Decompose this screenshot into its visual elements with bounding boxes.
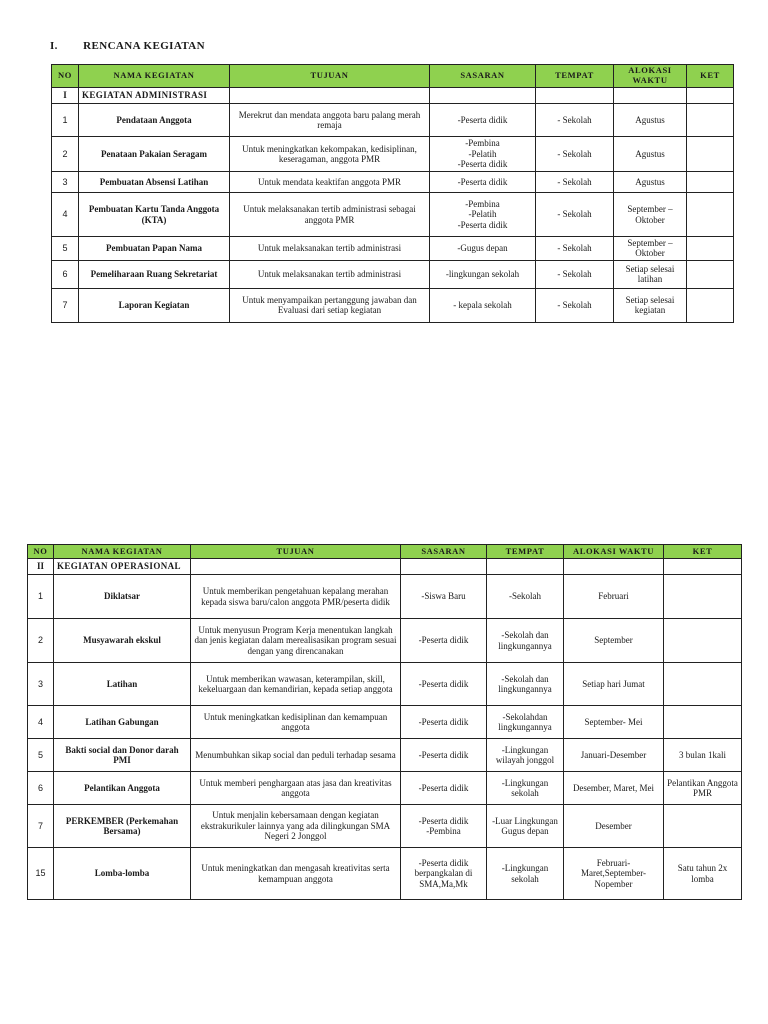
- remarks: [687, 260, 734, 288]
- remarks: [664, 663, 742, 706]
- time-allocation: Februari- Maret,September- Nopember: [564, 848, 664, 900]
- table-row: [52, 172, 734, 193]
- objective: Merekrut dan mendata anggota baru palang merah remaja: [230, 104, 430, 137]
- remarks: [664, 805, 742, 848]
- table-header-row: [28, 545, 742, 559]
- time-allocation: September – Oktober: [614, 237, 687, 261]
- row-number: 2: [28, 619, 54, 663]
- header-sasaran: SASARAN: [401, 545, 487, 559]
- activity-name: Latihan Gabungan: [54, 706, 191, 739]
- target: - kepala sekolah: [430, 288, 536, 322]
- section-number: II: [28, 559, 54, 575]
- target: -Peserta didik: [401, 619, 487, 663]
- objective: Untuk meningkatkan dan mengasah kreativitas serta kemampuan anggota: [191, 848, 401, 900]
- activity-name: Pemeliharaan Ruang Sekretariat: [79, 260, 230, 288]
- activity-name: Bakti social dan Donor darah PMI: [54, 739, 191, 772]
- heading-number: I.: [50, 40, 58, 52]
- remarks: [687, 288, 734, 322]
- section-heading: [50, 40, 205, 52]
- objective: Untuk meningkatkan kekompakan, kedisiplinan, keseragaman, anggota PMR: [230, 137, 430, 172]
- table-row: [28, 805, 742, 848]
- location: -Sekolah: [487, 575, 564, 619]
- header-ket: KET: [664, 545, 742, 559]
- row-number: 15: [28, 848, 54, 900]
- remarks: [687, 104, 734, 137]
- time-allocation: September – Oktober: [614, 193, 687, 237]
- remarks: 3 bulan 1kali: [664, 739, 742, 772]
- location: -Sekolah dan lingkungannya: [487, 663, 564, 706]
- row-number: 1: [28, 575, 54, 619]
- activity-name: Musyawarah ekskul: [54, 619, 191, 663]
- location: - Sekolah: [536, 104, 614, 137]
- location: - Sekolah: [536, 172, 614, 193]
- target: -Pembina -Pelatih -Peserta didik: [430, 137, 536, 172]
- section-label: KEGIATAN OPERASIONAL: [54, 559, 191, 575]
- target: -Gugus depan: [430, 237, 536, 261]
- location: - Sekolah: [536, 288, 614, 322]
- time-allocation: Setiap hari Jumat: [564, 663, 664, 706]
- table-operasional: [27, 544, 742, 900]
- location: -Sekolah dan lingkungannya: [487, 619, 564, 663]
- time-allocation: Desember, Maret, Mei: [564, 772, 664, 805]
- objective: Untuk menjalin kebersamaan dengan kegiatan ekstrakurikuler lainnya yang ada dilingkungan SMA Negeri 2 Jonggol: [191, 805, 401, 848]
- table-row: [28, 619, 742, 663]
- empty-cell: [191, 559, 401, 575]
- table-row: [52, 137, 734, 172]
- target: -lingkungan sekolah: [430, 260, 536, 288]
- empty-cell: [401, 559, 487, 575]
- empty-cell: [536, 88, 614, 104]
- location: -Lingkungan sekolah: [487, 772, 564, 805]
- row-number: 2: [52, 137, 79, 172]
- target: -Pembina -Pelatih -Peserta didik: [430, 193, 536, 237]
- target: -Peserta didik: [401, 739, 487, 772]
- header-tempat: TEMPAT: [536, 65, 614, 88]
- time-allocation: Januari-Desember: [564, 739, 664, 772]
- time-allocation: Setiap selesai latihan: [614, 260, 687, 288]
- remarks: [687, 172, 734, 193]
- table-row: [52, 260, 734, 288]
- row-number: 3: [28, 663, 54, 706]
- table-row: [52, 288, 734, 322]
- section-label: KEGIATAN ADMINISTRASI: [79, 88, 230, 104]
- row-number: 6: [28, 772, 54, 805]
- activity-name: Pendataan Anggota: [79, 104, 230, 137]
- remarks: [687, 237, 734, 261]
- target: -Peserta didik -Pembina: [401, 805, 487, 848]
- remarks: Satu tahun 2x lomba: [664, 848, 742, 900]
- location: -Luar Lingkungan Gugus depan: [487, 805, 564, 848]
- remarks: [664, 619, 742, 663]
- row-number: 4: [52, 193, 79, 237]
- activity-name: Laporan Kegiatan: [79, 288, 230, 322]
- header-nama-kegiatan: NAMA KEGIATAN: [79, 65, 230, 88]
- location: - Sekolah: [536, 137, 614, 172]
- time-allocation: Agustus: [614, 137, 687, 172]
- objective: Untuk memberi penghargaan atas jasa dan kreativitas anggota: [191, 772, 401, 805]
- time-allocation: Setiap selesai kegiatan: [614, 288, 687, 322]
- empty-cell: [664, 559, 742, 575]
- remarks: [664, 575, 742, 619]
- remarks: [687, 193, 734, 237]
- row-number: 5: [52, 237, 79, 261]
- remarks: [687, 137, 734, 172]
- objective: Untuk melaksanakan tertib administrasi sebagai anggota PMR: [230, 193, 430, 237]
- row-number: 7: [28, 805, 54, 848]
- remarks: [664, 706, 742, 739]
- header-tujuan: TUJUAN: [191, 545, 401, 559]
- objective: Untuk menyusun Program Kerja menentukan langkah dan jenis kegiatan dalam merealisasikan program sesuai dengan yang direncanakan: [191, 619, 401, 663]
- row-number: 3: [52, 172, 79, 193]
- header-tujuan: TUJUAN: [230, 65, 430, 88]
- table-row: [28, 663, 742, 706]
- time-allocation: Agustus: [614, 172, 687, 193]
- objective: Untuk melaksanakan tertib administrasi: [230, 237, 430, 261]
- table-row: [28, 706, 742, 739]
- row-number: 7: [52, 288, 79, 322]
- row-number: 4: [28, 706, 54, 739]
- objective: Untuk mendata keaktifan anggota PMR: [230, 172, 430, 193]
- empty-cell: [687, 88, 734, 104]
- table-row: [52, 104, 734, 137]
- header-ket: KET: [687, 65, 734, 88]
- target: -Peserta didik: [401, 706, 487, 739]
- objective: Untuk memberikan pengetahuan kepalang merahan kepada siswa baru/calon anggota PMR/peserta didik: [191, 575, 401, 619]
- activity-name: Diklatsar: [54, 575, 191, 619]
- header-alokasi-waktu: ALOKASI WAKTU: [614, 65, 687, 88]
- target: -Peserta didik: [401, 663, 487, 706]
- objective: Untuk memberikan wawasan, keterampilan, skill, kekeluargaan dan kemandirian, kepada setiap anggota: [191, 663, 401, 706]
- time-allocation: Agustus: [614, 104, 687, 137]
- activity-name: Pembuatan Kartu Tanda Anggota (KTA): [79, 193, 230, 237]
- objective: Menumbuhkan sikap social dan peduli terhadap sesama: [191, 739, 401, 772]
- location: - Sekolah: [536, 237, 614, 261]
- empty-cell: [430, 88, 536, 104]
- time-allocation: September: [564, 619, 664, 663]
- table-row: [28, 848, 742, 900]
- remarks: Pelantikan Anggota PMR: [664, 772, 742, 805]
- target: -Siswa Baru: [401, 575, 487, 619]
- objective: Untuk melaksanakan tertib administrasi: [230, 260, 430, 288]
- table-row: [28, 739, 742, 772]
- table-header-row: [52, 65, 734, 88]
- activity-name: Latihan: [54, 663, 191, 706]
- location: - Sekolah: [536, 193, 614, 237]
- time-allocation: Februari: [564, 575, 664, 619]
- header-nama-kegiatan: NAMA KEGIATAN: [54, 545, 191, 559]
- table-row: [52, 193, 734, 237]
- empty-cell: [230, 88, 430, 104]
- row-number: 1: [52, 104, 79, 137]
- header-no: NO: [52, 65, 79, 88]
- activity-name: PERKEMBER (Perkemahan Bersama): [54, 805, 191, 848]
- location: -Lingkungan wilayah jonggol: [487, 739, 564, 772]
- activity-name: Pembuatan Absensi Latihan: [79, 172, 230, 193]
- header-no: NO: [28, 545, 54, 559]
- location: - Sekolah: [536, 260, 614, 288]
- empty-cell: [564, 559, 664, 575]
- location: -Lingkungan sekolah: [487, 848, 564, 900]
- target: -Peserta didik: [401, 772, 487, 805]
- objective: Untuk menyampaikan pertanggung jawaban dan Evaluasi dari setiap kegiatan: [230, 288, 430, 322]
- section-row: [52, 88, 734, 104]
- target: -Peserta didik: [430, 172, 536, 193]
- target: -Peserta didik: [430, 104, 536, 137]
- heading-title: RENCANA KEGIATAN: [83, 40, 205, 52]
- time-allocation: September- Mei: [564, 706, 664, 739]
- table-row: [52, 237, 734, 261]
- row-number: 5: [28, 739, 54, 772]
- time-allocation: Desember: [564, 805, 664, 848]
- table-row: [28, 772, 742, 805]
- header-tempat: TEMPAT: [487, 545, 564, 559]
- empty-cell: [614, 88, 687, 104]
- table-row: [28, 575, 742, 619]
- table-administrasi: [51, 64, 734, 323]
- header-alokasi-waktu: ALOKASI WAKTU: [564, 545, 664, 559]
- location: -Sekolahdan lingkungannya: [487, 706, 564, 739]
- activity-name: Lomba-lomba: [54, 848, 191, 900]
- header-sasaran: SASARAN: [430, 65, 536, 88]
- section-row: [28, 559, 742, 575]
- row-number: 6: [52, 260, 79, 288]
- section-number: I: [52, 88, 79, 104]
- target: -Peserta didik berpangkalan di SMA,Ma,Mk: [401, 848, 487, 900]
- objective: Untuk meningkatkan kedisiplinan dan kemampuan anggota: [191, 706, 401, 739]
- activity-name: Penataan Pakaian Seragam: [79, 137, 230, 172]
- activity-name: Pembuatan Papan Nama: [79, 237, 230, 261]
- empty-cell: [487, 559, 564, 575]
- activity-name: Pelantikan Anggota: [54, 772, 191, 805]
